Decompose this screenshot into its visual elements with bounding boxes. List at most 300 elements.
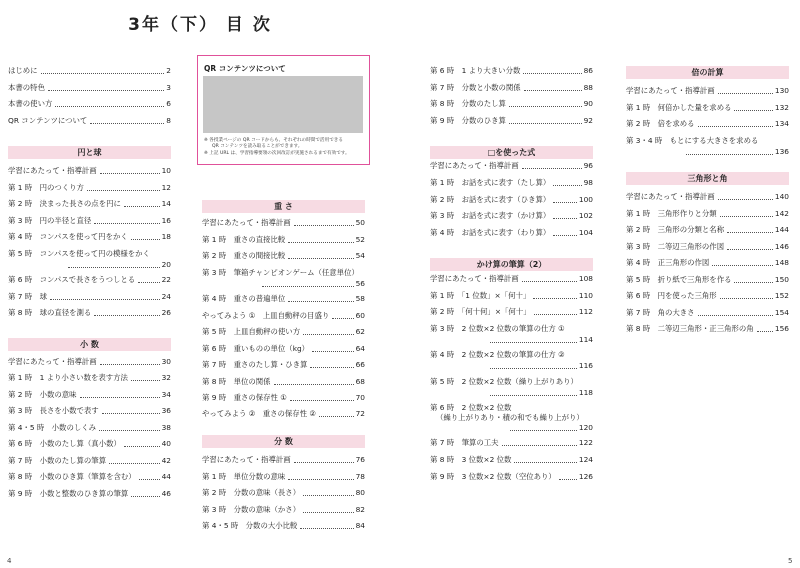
leader-dots xyxy=(522,281,577,282)
toc-entry[interactable] xyxy=(430,307,593,317)
page-title: 3年（下） 目 次 xyxy=(128,15,272,35)
toc-entry-label: 第 9 時 分数のひき算 xyxy=(430,116,506,125)
toc-entry-label: 第 6 時 円を使った三角形 xyxy=(626,291,717,300)
toc-page-number: 18 xyxy=(161,232,171,241)
toc-entry[interactable] xyxy=(626,136,789,146)
toc-page-number: 80 xyxy=(355,488,365,497)
toc-page-number: 72 xyxy=(355,409,365,418)
toc-entry[interactable] xyxy=(8,357,171,367)
leader-dots xyxy=(139,479,160,480)
leader-dots xyxy=(288,479,353,480)
leader-dots xyxy=(553,218,577,219)
toc-page-number: 98 xyxy=(583,178,593,187)
toc-page-number: 154 xyxy=(774,308,789,317)
toc-entry[interactable] xyxy=(626,291,789,301)
toc-entry[interactable] xyxy=(202,393,365,403)
leader-dots xyxy=(720,298,773,299)
leader-dots xyxy=(332,318,353,319)
toc-page-number: 112 xyxy=(578,307,593,316)
section-heading: かけ算の筆算（2） xyxy=(430,258,593,271)
toc-entry[interactable] xyxy=(430,178,593,188)
qr-note: ※ 各授業ページの QR コードからも、それぞれの時間で活用できる xyxy=(204,138,343,143)
toc-entry[interactable] xyxy=(8,83,171,93)
leader-dots xyxy=(534,314,577,315)
toc-entry-label: 第 4 時 正三角形の作図 xyxy=(626,258,710,267)
toc-page-number: 10 xyxy=(161,166,171,175)
toc-entry[interactable] xyxy=(8,216,171,226)
toc-entry[interactable] xyxy=(8,406,171,416)
toc-page-number: 104 xyxy=(578,228,593,237)
toc-entry-label: 第 8 時 分数のたし算 xyxy=(430,99,506,108)
toc-entry[interactable] xyxy=(430,350,593,360)
toc-page-number: 156 xyxy=(774,324,789,333)
toc-page-number: 60 xyxy=(355,311,365,320)
toc-entry-label: 第 2 時 小数の意味 xyxy=(8,390,77,399)
toc-entry-label: 第 6 時 2 位数×2 位数 xyxy=(430,403,512,412)
toc-page-number: 6 xyxy=(166,99,171,108)
toc-entry-label: 学習にあたって・指導計画 xyxy=(626,192,715,201)
toc-entry[interactable] xyxy=(8,66,171,76)
toc-entry[interactable] xyxy=(626,86,789,96)
toc-entry[interactable] xyxy=(202,251,365,261)
leader-dots xyxy=(490,342,577,343)
toc-entry[interactable] xyxy=(202,294,365,304)
toc-entry[interactable] xyxy=(626,275,789,285)
toc-page-number: 96 xyxy=(583,161,593,170)
toc-page-number: 78 xyxy=(355,472,365,481)
toc-entry[interactable] xyxy=(8,373,171,383)
toc-page-number: 122 xyxy=(578,438,593,447)
toc-entry[interactable] xyxy=(202,472,365,482)
toc-entry[interactable] xyxy=(430,116,593,126)
toc-entry-label: 第 3 時 円の半径と直径 xyxy=(8,216,92,225)
leader-dots xyxy=(87,190,160,191)
toc-entry-label: 学習にあたって・指導計画 xyxy=(202,218,291,227)
section-heading: 分 数 xyxy=(202,435,365,448)
toc-entry-label: 第 4 時 コンパスを使って円をかく xyxy=(8,232,128,241)
section-heading: 倍の計算 xyxy=(626,66,789,79)
toc-entry[interactable] xyxy=(202,235,365,245)
toc-entry-label: 第 3 時 長さを小数で表す xyxy=(8,406,99,415)
leader-dots xyxy=(718,93,773,94)
toc-entry-label: 学習にあたって・指導計画 xyxy=(430,161,519,170)
toc-entry-label: 第 5 時 上皿自動秤の使い方 xyxy=(202,327,301,336)
section-heading: 三角形と角 xyxy=(626,172,789,185)
leader-dots xyxy=(131,380,160,381)
toc-entry[interactable] xyxy=(430,195,593,205)
toc-entry-label: 第 7 時 小数のたし算の筆算 xyxy=(8,456,107,465)
toc-page-number: 148 xyxy=(774,258,789,267)
toc-entry[interactable] xyxy=(430,438,593,448)
toc-entry-label: 第 6 時 1 より大きい分数 xyxy=(430,66,521,75)
toc-entry-label: 第 1 時 1 より小さい数を表す方法 xyxy=(8,373,128,382)
qr-note: QR コンテンツを読み取ることができます。 xyxy=(212,144,303,149)
leader-dots xyxy=(55,106,164,107)
toc-entry-label: QR コンテンツについて xyxy=(8,116,88,125)
toc-entry-label: 第 6 時 小数のたし算（真小数） xyxy=(8,439,121,448)
toc-entry[interactable] xyxy=(8,232,171,242)
toc-entry[interactable] xyxy=(202,344,365,354)
leader-dots xyxy=(68,267,160,268)
toc-page-number: 44 xyxy=(161,472,171,481)
toc-entry-continuation xyxy=(430,361,593,371)
toc-entry[interactable] xyxy=(202,505,365,515)
toc-entry-label: 第 1 時 重さの直接比較 xyxy=(202,235,286,244)
toc-entry-label: 第 2 時 重さの間接比較 xyxy=(202,251,286,260)
toc-page-number: 152 xyxy=(774,291,789,300)
toc-entry-label: 第 4 時 お話を式に表す（わり算） xyxy=(430,228,551,237)
leader-dots xyxy=(294,462,354,463)
leader-dots xyxy=(509,123,582,124)
toc-entry[interactable] xyxy=(430,66,593,76)
toc-entry-label: 第 8 時 3 位数×2 位数 xyxy=(430,455,512,464)
toc-entry[interactable] xyxy=(8,116,171,126)
toc-page-number: 34 xyxy=(161,390,171,399)
leader-dots xyxy=(553,185,581,186)
toc-entry[interactable] xyxy=(8,199,171,209)
toc-entry-label: 第 6 時 重いものの単位（kg） xyxy=(202,344,310,353)
leader-dots xyxy=(734,282,772,283)
toc-entry[interactable] xyxy=(626,119,789,129)
leader-dots xyxy=(288,258,353,259)
leader-dots xyxy=(522,168,582,169)
toc-entry[interactable] xyxy=(430,403,593,413)
qr-note: ※ 上記 URL は、学習指導要領の次回改訂が実施されるまで有効です。 xyxy=(204,151,350,156)
leader-dots xyxy=(490,368,577,369)
leader-dots xyxy=(124,206,160,207)
toc-entry-label: 第 8 時 小数のひき算（筆算を含む） xyxy=(8,472,136,481)
toc-entry-continuation xyxy=(8,260,171,270)
toc-page-number: 42 xyxy=(161,456,171,465)
toc-page-number: 38 xyxy=(161,423,171,432)
leader-dots xyxy=(553,235,577,236)
toc-entry-label: 第 4 時 重さの普遍単位 xyxy=(202,294,286,303)
toc-page-number: 120 xyxy=(578,423,593,432)
toc-entry-label: 第 3 時 分数の意味（かさ） xyxy=(202,505,301,514)
toc-entry[interactable] xyxy=(8,456,171,466)
toc-entry-label: 第 7 時 筆算の工夫 xyxy=(430,438,499,447)
toc-entry[interactable] xyxy=(626,242,789,252)
toc-entry-label: 第 2 時 決まった長さの点を円に xyxy=(8,199,121,208)
qr-info-box xyxy=(197,55,370,165)
toc-page-number: 124 xyxy=(578,455,593,464)
toc-page-number: 146 xyxy=(774,242,789,251)
toc-entry[interactable] xyxy=(8,489,171,499)
leader-dots xyxy=(712,265,773,266)
toc-entry-label: 第 8 時 二等辺三角形・正三角形の角 xyxy=(626,324,754,333)
toc-page-number: 16 xyxy=(161,216,171,225)
section-heading: □を使った式 xyxy=(430,146,593,159)
toc-entry[interactable] xyxy=(202,327,365,337)
leader-dots xyxy=(294,225,354,226)
qr-placeholder-image xyxy=(203,76,363,133)
leader-dots xyxy=(100,364,160,365)
toc-entry[interactable] xyxy=(8,423,171,433)
toc-entry[interactable] xyxy=(8,472,171,482)
toc-page-number: 52 xyxy=(355,235,365,244)
toc-entry[interactable] xyxy=(202,521,365,531)
toc-entry-label: 第 3 時 筆箱チャンピオンゲーム（任意単位） xyxy=(202,268,359,277)
toc-entry-label: 第 9 時 重さの保存性 ① xyxy=(202,393,287,402)
toc-page-number: 90 xyxy=(583,99,593,108)
toc-page-number: 30 xyxy=(161,357,171,366)
toc-entry-label-line2: （繰り上がりあり・積の和でも繰り上がり） xyxy=(436,413,584,422)
toc-entry[interactable] xyxy=(626,225,789,235)
leader-dots xyxy=(757,331,773,332)
toc-page-number: 70 xyxy=(355,393,365,402)
leader-dots xyxy=(300,528,353,529)
leader-dots xyxy=(80,397,160,398)
toc-page-number: 24 xyxy=(161,292,171,301)
toc-page-number: 26 xyxy=(161,308,171,317)
leader-dots xyxy=(288,301,353,302)
leader-dots xyxy=(288,242,353,243)
leader-dots xyxy=(303,512,354,513)
toc-page-number: 68 xyxy=(355,377,365,386)
toc-page-number: 22 xyxy=(161,275,171,284)
toc-entry[interactable] xyxy=(202,455,365,465)
leader-dots xyxy=(523,73,581,74)
toc-page-number: 110 xyxy=(578,291,593,300)
toc-page-number: 100 xyxy=(578,195,593,204)
toc-entry[interactable] xyxy=(8,249,171,259)
toc-entry-label: 第 2 時 三角形の分類と名称 xyxy=(626,225,725,234)
toc-entry-label: 第 4・5 時 分数の大小比較 xyxy=(202,521,298,530)
toc-entry-label: やってみよう ② 重さの保存性 ② xyxy=(202,409,317,418)
toc-entry-label: 第 9 時 3 位数×2 位数（空位あり） xyxy=(430,472,556,481)
toc-page-number: 2 xyxy=(166,66,171,75)
toc-entry-label: 第 1 時 何倍かした量を求める xyxy=(626,103,732,112)
toc-page-number: 46 xyxy=(161,489,171,498)
toc-entry[interactable] xyxy=(626,209,789,219)
toc-page-number: 114 xyxy=(578,335,593,344)
leader-dots xyxy=(698,126,773,127)
toc-entry[interactable] xyxy=(8,166,171,176)
leader-dots xyxy=(553,202,577,203)
leader-dots xyxy=(509,106,582,107)
toc-entry-label: 第 5 時 コンパスを使って円の模様をかく xyxy=(8,249,150,258)
section-heading: 小 数 xyxy=(8,338,171,351)
leader-dots xyxy=(502,445,577,446)
leader-dots xyxy=(312,351,354,352)
toc-entry-continuation xyxy=(430,413,593,423)
section-heading: 重 さ xyxy=(202,200,365,213)
toc-entry[interactable] xyxy=(202,409,365,419)
toc-page-number: 118 xyxy=(578,388,593,397)
leader-dots xyxy=(533,298,577,299)
leader-dots xyxy=(274,384,354,385)
toc-entry[interactable] xyxy=(430,377,593,387)
toc-entry[interactable] xyxy=(430,324,593,334)
toc-entry-continuation xyxy=(430,335,593,345)
leader-dots xyxy=(718,199,773,200)
toc-page-number: 76 xyxy=(355,455,365,464)
toc-entry[interactable] xyxy=(430,211,593,221)
toc-entry[interactable] xyxy=(430,455,593,465)
leader-dots xyxy=(90,123,164,124)
leader-dots xyxy=(94,315,159,316)
leader-dots xyxy=(50,299,160,300)
leader-dots xyxy=(99,430,160,431)
page-number-right: 5 xyxy=(788,557,793,565)
page-number-left: 4 xyxy=(7,557,12,565)
toc-entry[interactable] xyxy=(8,275,171,285)
leader-dots xyxy=(102,413,160,414)
leader-dots xyxy=(131,496,159,497)
toc-entry-label: 第 4・5 時 小数のしくみ xyxy=(8,423,97,432)
toc-page-number: 142 xyxy=(774,209,789,218)
toc-entry-label: 第 2 時 倍を求める xyxy=(626,119,695,128)
leader-dots xyxy=(109,463,160,464)
toc-entry-label: 第 4 時 2 位数×2 位数の筆算の仕方 ② xyxy=(430,350,565,359)
toc-page-number: 66 xyxy=(355,360,365,369)
toc-entry-label: 第 1 時 三角形作りと分類 xyxy=(626,209,717,218)
toc-entry-label: 第 1 時 単位分数の意味 xyxy=(202,472,286,481)
toc-entry-label: 本書の特色 xyxy=(8,83,45,92)
leader-dots xyxy=(262,286,354,287)
toc-page-number: 56 xyxy=(355,279,365,288)
toc-page-number: 134 xyxy=(774,119,789,128)
leader-dots xyxy=(490,395,577,396)
toc-entry[interactable] xyxy=(430,291,593,301)
toc-entry-label: やってみよう ① 上皿自動秤の目盛り xyxy=(202,311,330,320)
toc-entry-label: 第 7 時 角の大きさ xyxy=(626,308,695,317)
leader-dots xyxy=(100,173,160,174)
toc-entry[interactable] xyxy=(8,390,171,400)
toc-entry-label: 第 3・4 時 もとにする大きさを求める xyxy=(626,136,759,145)
toc-entry-label: 第 3 時 お話を式に表す（かけ算） xyxy=(430,211,551,220)
toc-entry-label: 第 8 時 単位の関係 xyxy=(202,377,271,386)
leader-dots xyxy=(510,430,577,431)
toc-entry[interactable] xyxy=(430,274,593,284)
toc-entry-label: 第 8 時 球の直径を測る xyxy=(8,308,92,317)
toc-entry-label: 学習にあたって・指導計画 xyxy=(8,166,97,175)
toc-entry[interactable] xyxy=(8,99,171,109)
toc-page-number: 86 xyxy=(583,66,593,75)
toc-page-number: 64 xyxy=(355,344,365,353)
leader-dots xyxy=(290,400,354,401)
toc-page-number: 150 xyxy=(774,275,789,284)
leader-dots xyxy=(559,479,577,480)
toc-entry-continuation xyxy=(202,279,365,289)
toc-entry-label: 第 7 時 分数と小数の関係 xyxy=(430,83,521,92)
qr-box-title: QR コンテンツについて xyxy=(204,64,286,73)
toc-entry-label: はじめに xyxy=(8,66,38,75)
toc-page-number: 116 xyxy=(578,361,593,370)
toc-page-number: 88 xyxy=(583,83,593,92)
toc-page-number: 32 xyxy=(161,373,171,382)
toc-entry[interactable] xyxy=(8,292,171,302)
leader-dots xyxy=(514,462,576,463)
leader-dots xyxy=(138,282,159,283)
toc-entry[interactable] xyxy=(202,268,365,278)
toc-entry[interactable] xyxy=(626,258,789,268)
toc-page-number: 20 xyxy=(161,260,171,269)
toc-entry-label: 第 5 時 折り紙で三角形を作る xyxy=(626,275,732,284)
toc-entry-label: 第 1 時 お話を式に表す（たし算） xyxy=(430,178,551,187)
leader-dots xyxy=(727,232,773,233)
toc-entry-continuation xyxy=(430,388,593,398)
toc-entry[interactable] xyxy=(8,308,171,318)
toc-page-number: 84 xyxy=(355,521,365,530)
toc-entry-label: 第 3 時 2 位数×2 位数の筆算の仕方 ① xyxy=(430,324,565,333)
leader-dots xyxy=(94,223,159,224)
leader-dots xyxy=(303,495,354,496)
toc-entry[interactable] xyxy=(626,324,789,334)
toc-page-number: 40 xyxy=(161,439,171,448)
leader-dots xyxy=(524,90,582,91)
toc-entry[interactable] xyxy=(202,377,365,387)
toc-page-number: 136 xyxy=(774,147,789,156)
toc-entry[interactable] xyxy=(202,311,365,321)
toc-page-number: 132 xyxy=(774,103,789,112)
toc-page-number: 102 xyxy=(578,211,593,220)
leader-dots xyxy=(734,110,772,111)
toc-entry[interactable] xyxy=(8,183,171,193)
toc-entry-label: 第 9 時 小数と整数のひき算の筆算 xyxy=(8,489,129,498)
leader-dots xyxy=(698,315,773,316)
toc-entry[interactable] xyxy=(8,439,171,449)
toc-entry-label: 第 3 時 二等辺三角形の作図 xyxy=(626,242,725,251)
toc-entry[interactable] xyxy=(430,472,593,482)
toc-entry-label: 学習にあたって・指導計画 xyxy=(626,86,715,95)
toc-entry[interactable] xyxy=(202,360,365,370)
toc-entry[interactable] xyxy=(626,192,789,202)
leader-dots xyxy=(686,154,773,155)
toc-entry-label: 本書の使い方 xyxy=(8,99,53,108)
toc-entry[interactable] xyxy=(202,488,365,498)
leader-dots xyxy=(727,249,773,250)
toc-entry-continuation xyxy=(430,423,593,433)
toc-entry[interactable] xyxy=(202,218,365,228)
toc-page-number: 140 xyxy=(774,192,789,201)
toc-entry-label: 学習にあたって・指導計画 xyxy=(430,274,519,283)
toc-entry[interactable] xyxy=(430,228,593,238)
toc-page-number: 130 xyxy=(774,86,789,95)
toc-page-number: 36 xyxy=(161,406,171,415)
toc-page-number: 12 xyxy=(161,183,171,192)
toc-entry-label: 第 6 時 コンパスで長さをうつしとる xyxy=(8,275,136,284)
toc-entry-label: 第 2 時 分数の意味（長さ） xyxy=(202,488,301,497)
toc-entry-label: 第 5 時 2 位数×2 位数（繰り上がりあり） xyxy=(430,377,578,386)
toc-page-number: 3 xyxy=(166,83,171,92)
leader-dots xyxy=(310,367,353,368)
toc-page-number: 82 xyxy=(355,505,365,514)
leader-dots xyxy=(720,216,773,217)
toc-entry-label: 第 7 時 重さのたし算・ひき算 xyxy=(202,360,308,369)
toc-page-number: 8 xyxy=(166,116,171,125)
toc-page-number: 92 xyxy=(583,116,593,125)
toc-entry[interactable] xyxy=(430,161,593,171)
toc-entry[interactable] xyxy=(430,83,593,93)
leader-dots xyxy=(48,90,164,91)
leader-dots xyxy=(41,73,165,74)
toc-entry[interactable] xyxy=(430,99,593,109)
toc-page-number: 126 xyxy=(578,472,593,481)
leader-dots xyxy=(131,239,160,240)
toc-entry[interactable] xyxy=(626,103,789,113)
toc-entry-continuation xyxy=(626,147,789,157)
leader-dots xyxy=(319,416,354,417)
toc-page-number: 144 xyxy=(774,225,789,234)
toc-page-number: 54 xyxy=(355,251,365,260)
toc-page-number: 14 xyxy=(161,199,171,208)
leader-dots xyxy=(303,334,354,335)
toc-entry[interactable] xyxy=(626,308,789,318)
toc-page-number: 58 xyxy=(355,294,365,303)
toc-entry-label: 学習にあたって・指導計画 xyxy=(8,357,97,366)
section-heading: 円と球 xyxy=(8,146,171,159)
